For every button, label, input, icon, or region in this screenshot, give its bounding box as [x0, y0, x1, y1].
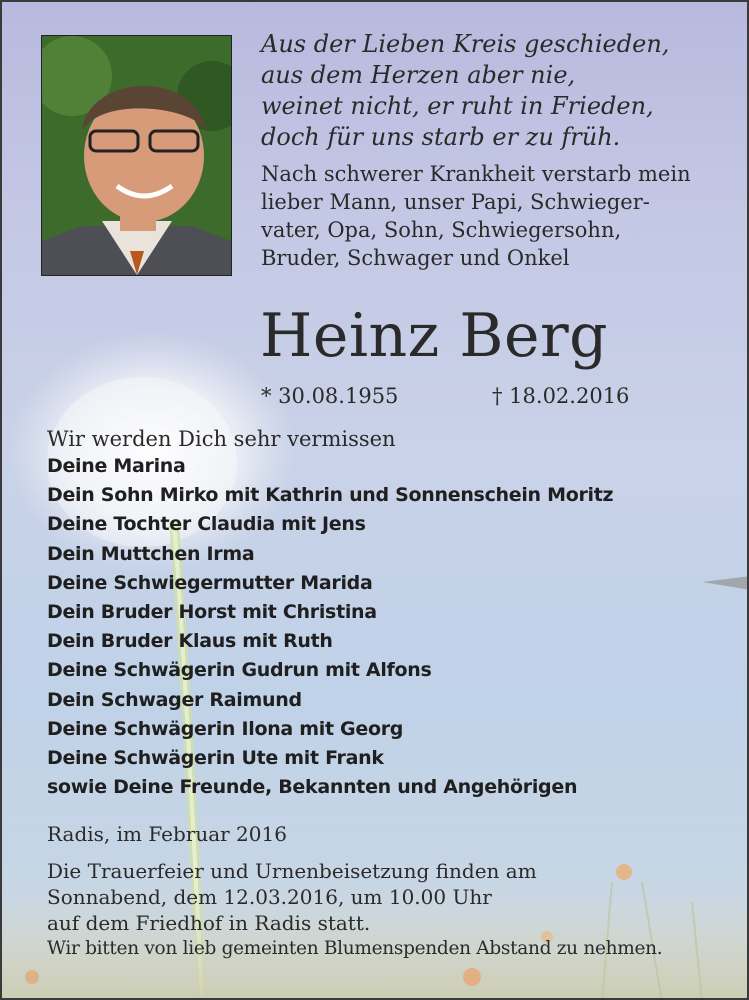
- list-item: Deine Schwiegermutter Marida: [47, 571, 373, 594]
- portrait-photo: [41, 35, 232, 276]
- funeral-line: Sonnabend, dem 12.03.2016, um 10.00 Uhr: [47, 885, 492, 909]
- deceased-name: Heinz Berg: [260, 301, 609, 371]
- birth-date: * 30.08.1955: [261, 384, 399, 408]
- poem-line: weinet nicht, er ruht in Frieden,: [261, 92, 654, 120]
- miss-line: Wir werden Dich sehr vermissen: [47, 427, 396, 451]
- funeral-line: auf dem Friedhof in Radis statt.: [47, 911, 371, 935]
- poem-line: Aus der Lieben Kreis geschieden,: [261, 30, 670, 58]
- portrait-photo-icon: [42, 36, 231, 275]
- list-item: Dein Muttchen Irma: [47, 542, 255, 565]
- intro-line: vater, Opa, Sohn, Schwiegersohn,: [261, 218, 622, 242]
- mourners-list: [47, 452, 613, 802]
- intro-line: lieber Mann, unser Papi, Schwieger-: [261, 190, 650, 214]
- list-item: Deine Schwägerin Gudrun mit Alfons: [47, 659, 432, 682]
- funeral-line: Wir bitten von lieb gemeinten Blumenspenden Abstand zu nehmen.: [47, 938, 663, 959]
- list-item: Dein Bruder Klaus mit Ruth: [47, 630, 333, 653]
- list-item: sowie Deine Freunde, Bekannten und Angehörigen: [47, 776, 578, 799]
- list-item: Deine Tochter Claudia mit Jens: [47, 513, 366, 536]
- funeral-info: [47, 858, 662, 962]
- poem-line: aus dem Herzen aber nie,: [261, 61, 576, 89]
- intro-line: Nach schwerer Krankheit verstarb mein: [261, 162, 691, 186]
- place-date: Radis, im Februar 2016: [47, 822, 287, 846]
- intro-line: Bruder, Schwager und Onkel: [261, 246, 570, 270]
- list-item: Dein Schwager Raimund: [47, 688, 302, 711]
- list-item: Deine Marina: [47, 455, 186, 477]
- list-item: Dein Bruder Horst mit Christina: [47, 601, 377, 624]
- funeral-line: Die Trauerfeier und Urnenbeisetzung finden am: [47, 859, 537, 883]
- poem-line: doch für uns starb er zu früh.: [261, 123, 621, 151]
- death-date: † 18.02.2016: [492, 384, 630, 408]
- poem: [261, 29, 669, 153]
- intro-text: [261, 160, 691, 272]
- list-item: Deine Schwägerin Ute mit Frank: [47, 747, 384, 770]
- list-item: Dein Sohn Mirko mit Kathrin und Sonnenschein Moritz: [47, 484, 614, 507]
- list-item: Deine Schwägerin Ilona mit Georg: [47, 717, 404, 740]
